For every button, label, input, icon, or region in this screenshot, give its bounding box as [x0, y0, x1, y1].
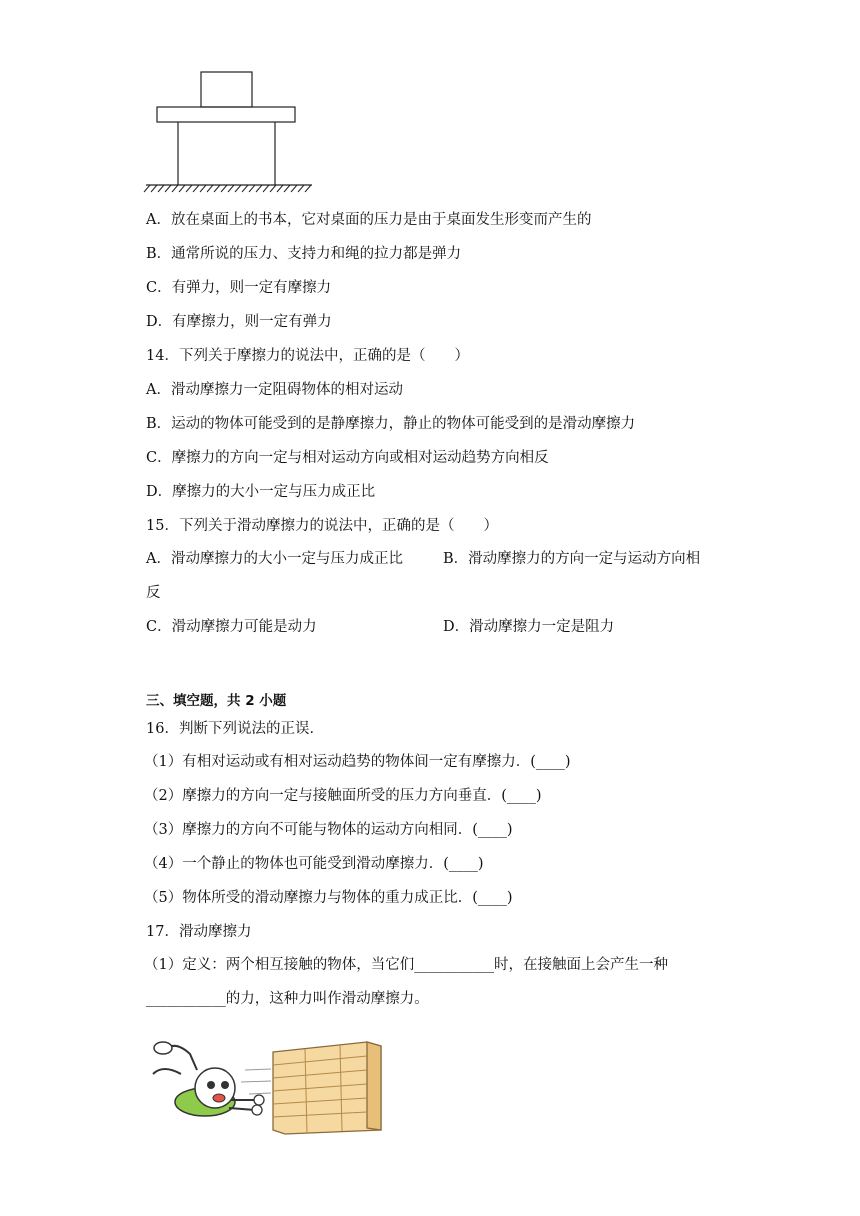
- q14-option-a: A．滑动摩擦力一定阻碍物体的相对运动: [146, 382, 403, 398]
- wooden-crate: [273, 1042, 381, 1134]
- section-heading: 三、填空题，共 2 小题: [146, 693, 287, 709]
- q15-option-b: B．滑动摩擦力的方向一定与运动方向相: [443, 551, 701, 567]
- q13-option-d: D．有摩擦力，则一定有弹力: [146, 314, 332, 330]
- q17-definition-line2: ___________的力，这种力叫作滑动摩擦力。: [146, 991, 429, 1007]
- book: [201, 72, 252, 107]
- motion-lines: [241, 1069, 271, 1094]
- ground-hatching: [144, 185, 311, 192]
- q16-item-3: （3）摩擦力的方向不可能与物体的运动方向相同．(____): [144, 822, 513, 838]
- q13-option-a: A．放在桌面上的书本，它对桌面的压力是由于桌面发生形变而产生的: [146, 212, 592, 228]
- q14-option-c: C．摩擦力的方向一定与相对运动方向或相对运动趋势方向相反: [146, 450, 549, 466]
- q16-item-1: （1）有相对运动或有相对运动趋势的物体间一定有摩擦力．(____): [144, 754, 571, 770]
- q13-option-b: B．通常所说的压力、支持力和绳的拉力都是弹力: [146, 246, 462, 262]
- book-on-table-figure: [140, 66, 320, 196]
- q15-stem: 15．下列关于滑动摩擦力的说法中，正确的是（ ）: [146, 518, 498, 534]
- q15-option-d: D．滑动摩擦力一定是阻力: [443, 619, 615, 635]
- q16-item-2: （2）摩擦力的方向一定与接触面所受的压力方向垂直．(____): [144, 788, 542, 804]
- q15-option-a: A．滑动摩擦力的大小一定与压力成正比: [146, 551, 403, 567]
- pushing-crate-illustration: [145, 1030, 385, 1140]
- q16-item-5: （5）物体所受的滑动摩擦力与物体的重力成正比．(____): [144, 890, 513, 906]
- q13-option-c: C．有弹力，则一定有摩擦力: [146, 280, 332, 296]
- q17-stem: 17．滑动摩擦力: [146, 924, 252, 940]
- q14-option-d: D．摩擦力的大小一定与压力成正比: [146, 484, 376, 500]
- q14-option-b: B．运动的物体可能受到的是静摩擦力，静止的物体可能受到的是滑动摩擦力: [146, 416, 636, 432]
- q15-option-c: C．滑动摩擦力可能是动力: [146, 619, 317, 635]
- q16-stem: 16．判断下列说法的正误．: [146, 721, 324, 737]
- cartoon-character: [153, 1042, 264, 1116]
- q14-stem: 14．下列关于摩擦力的说法中，正确的是（ ）: [146, 348, 469, 364]
- table-top: [157, 107, 295, 122]
- q17-definition-line1: （1）定义：两个相互接触的物体，当它们___________时，在接触面上会产生一种: [144, 957, 668, 973]
- q15-option-b-wrap: 反: [146, 585, 161, 601]
- q16-item-4: （4）一个静止的物体也可能受到滑动摩擦力．(____): [144, 856, 484, 872]
